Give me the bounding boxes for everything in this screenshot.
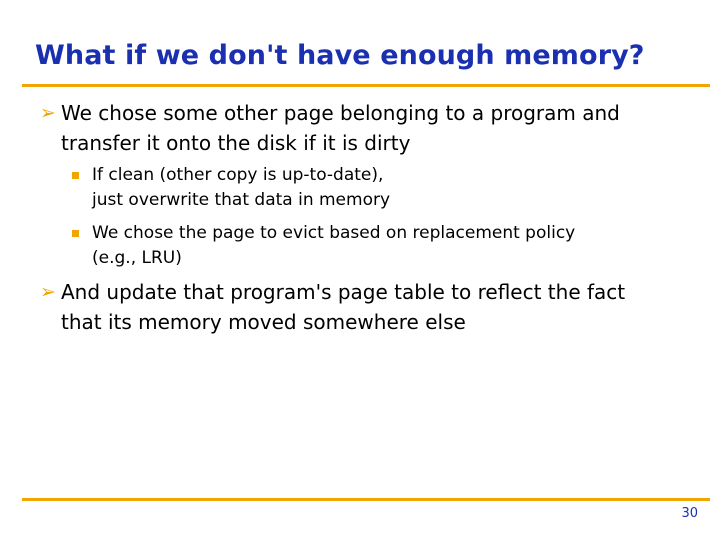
- page-number: 30: [681, 506, 698, 521]
- arrow-bullet-icon: ➢: [40, 102, 56, 124]
- bullet-1-line-2: transfer it onto the disk if it is dirty: [61, 131, 411, 155]
- title-divider: [22, 84, 710, 87]
- sub-bullet-1-line-2: just overwrite that data in memory: [92, 190, 391, 210]
- bullet-2-line-2: that its memory moved somewhere else: [61, 310, 466, 334]
- square-bullet-icon: [72, 230, 79, 237]
- slide-title: What if we don't have enough memory?: [35, 40, 645, 71]
- bullet-1-line-1: We chose some other page belonging to a program and: [61, 101, 620, 125]
- sub-bullet-2-line-1: We chose the page to evict based on replacement policy: [92, 223, 576, 243]
- sub-bullet-1-line-1: If clean (other copy is up-to-date),: [92, 165, 384, 185]
- footer-divider: [22, 498, 710, 501]
- bullet-2-line-1: And update that program's page table to reflect the fact: [61, 280, 626, 304]
- sub-bullet-2-line-2: (e.g., LRU): [92, 248, 182, 268]
- square-bullet-icon: [72, 172, 79, 179]
- arrow-bullet-icon: ➢: [40, 281, 56, 303]
